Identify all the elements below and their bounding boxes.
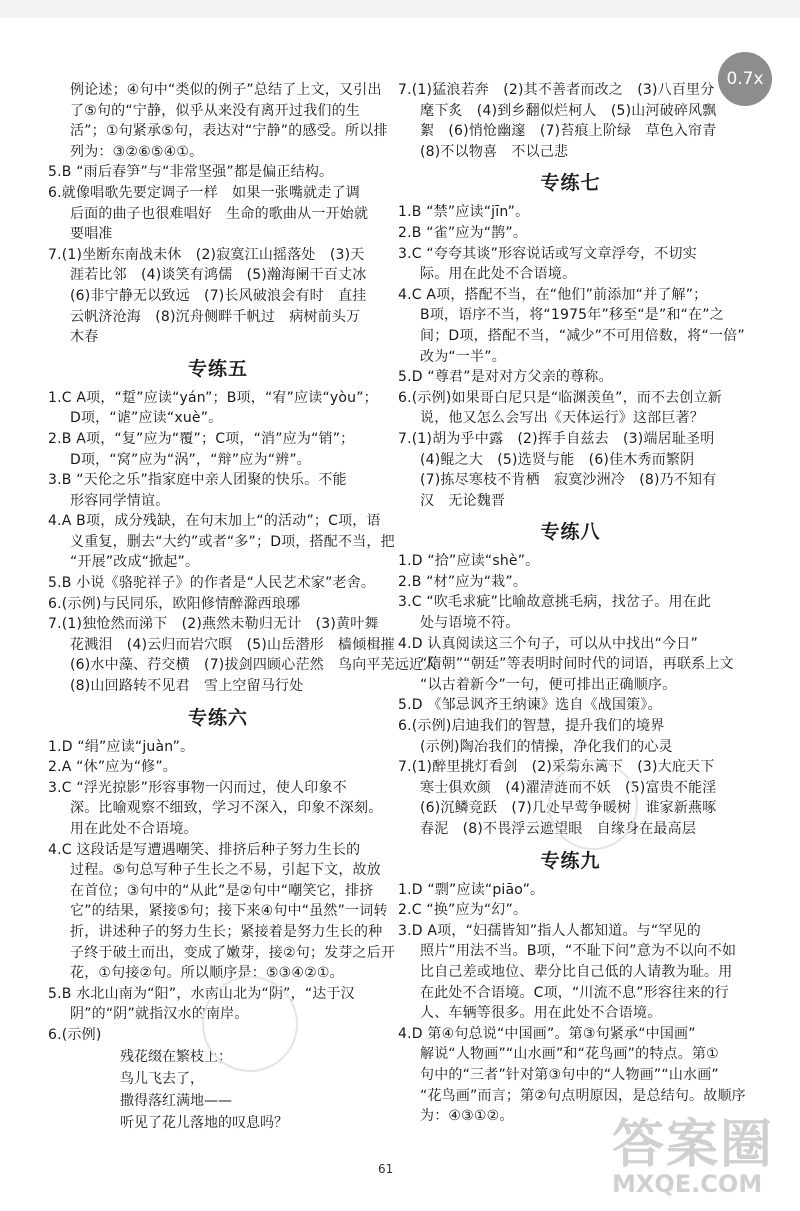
answer-line: (8)山回路转不见君 雪上空留马行处 bbox=[70, 678, 304, 695]
answer-line: 过程。⑤句总写种子生长之不易，引起下文，故放 bbox=[70, 862, 381, 879]
answer-item bbox=[48, 573, 388, 594]
answer-line: 改为“一半”。 bbox=[420, 348, 506, 365]
answer-line: 际。用在此处不合语境。 bbox=[420, 266, 577, 283]
answer-line-first: 1.C A项，“踅”应读“yán”；B项，“宥”应读“yòu”； bbox=[48, 389, 378, 406]
answer-item bbox=[398, 716, 743, 757]
answer-line-first: 2.B “材”应为“栽”。 bbox=[398, 573, 528, 590]
answer-line: (6)非宁静无以致远 (7)长风破浪会有时 直挂 bbox=[70, 287, 367, 304]
answer-line: “以古着新今”一句，便可排出正确顺序。 bbox=[420, 676, 677, 693]
answer-line: 麾下炙 (4)到乡翻似烂柯人 (5)山河破碎风飘 bbox=[420, 102, 717, 119]
answer-line-first: 3.D A项，“妇孺皆知”指人人都知道。与“罕见的 bbox=[398, 922, 701, 939]
answer-line-first: 3.C “吹毛求疵”比喻故意挑毛病，找岔子。用在此 bbox=[398, 594, 712, 611]
answer-line: 处与语境不符。 bbox=[420, 615, 520, 632]
answer-item bbox=[398, 551, 743, 572]
answer-item bbox=[398, 592, 743, 633]
answer-line-first: 2.B “雀”应为“鹊”。 bbox=[398, 224, 528, 241]
answer-line: “开展”改成“掀起”。 bbox=[70, 554, 200, 571]
answer-line: 阴”的“阴”就指汉水的南岸。 bbox=[70, 1006, 249, 1023]
answer-item bbox=[398, 695, 743, 716]
answer-line: (6)水中藻、荇交横 (7)拔剑四顾心茫然 鸟向平芜远近人 bbox=[70, 657, 438, 674]
section-heading-6: 专练六 bbox=[187, 706, 248, 729]
poem-line: 鸟儿飞去了， bbox=[120, 1070, 204, 1087]
answer-line: 义重复，删去“大约”或者“多”；D项，搭配不当，把 bbox=[70, 533, 395, 550]
answer-line: (8)不以物喜 不以己悲 bbox=[420, 143, 569, 160]
answer-item bbox=[48, 162, 388, 183]
answer-line-first: 5.B 小说《骆驼祥子》的作者是“人民艺术家”老舍。 bbox=[48, 575, 376, 592]
answer-line-first: 6.(示例) bbox=[48, 1026, 102, 1043]
intro-text bbox=[48, 80, 388, 162]
poem-line: 残花缀在繁枝上； bbox=[120, 1048, 232, 1065]
answer-line-first: 2.A “休”应为“修”。 bbox=[48, 759, 177, 776]
answer-line: 间；D项，搭配不当，“减少”不可用倍数，将“一倍” bbox=[420, 327, 745, 344]
answer-item bbox=[48, 778, 388, 840]
answer-line: 解说“人物画”“山水画”和“花鸟画”的特点。第① bbox=[420, 1046, 719, 1063]
answer-group bbox=[398, 880, 746, 1127]
answer-line-first: 4.D 第④句总说“中国画”。第③句紧承“中国画” bbox=[398, 1025, 696, 1042]
answer-item bbox=[48, 429, 388, 470]
answer-group bbox=[48, 162, 388, 347]
answer-line-first: 2.C “换”应为“幻”。 bbox=[398, 902, 528, 919]
answer-line: 要唱准 bbox=[70, 226, 113, 243]
answer-line: 活”；①句紧承⑤句，表达对“宁静”的感受。所以排 bbox=[70, 123, 388, 140]
answer-line: “花鸟画”而言；第②句点明原因，是总结句。故顺序 bbox=[420, 1087, 746, 1104]
section-heading-9: 专练九 bbox=[540, 849, 601, 872]
watermark-stamp bbox=[548, 760, 638, 850]
zoom-indicator[interactable]: 0.7x bbox=[718, 52, 772, 106]
page-number: 61 bbox=[378, 1162, 394, 1176]
answer-item bbox=[398, 80, 743, 162]
watermark-site: MXQE.COM bbox=[612, 1170, 763, 1198]
answer-line-first: 1.D “绢”应读“juàn”。 bbox=[48, 738, 195, 755]
answer-item bbox=[398, 202, 743, 223]
answer-line: 了⑤句的“宁静，似乎从来没有离开过我们的生 bbox=[70, 102, 361, 119]
answer-line: 比自己差或地位、辈分比自己低的人请教为耻。用 bbox=[420, 963, 733, 980]
answer-line: (7)拣尽寒枝不肯栖 寂寞沙洲冷 (8)乃不知有 bbox=[420, 472, 717, 489]
answer-line: 说，他又怎么会写出《天体运行》这部巨著？ bbox=[420, 410, 704, 427]
answer-item bbox=[48, 183, 388, 245]
answer-line: 在首位；③句中的“从此”是②句中“嘲笑它，排挤 bbox=[70, 882, 374, 899]
watermark-stamp bbox=[202, 976, 298, 1072]
answer-item bbox=[398, 900, 743, 921]
answer-line: 寒士俱欢颜 (4)濯清涟而不妖 (5)富贵不能淫 bbox=[420, 779, 717, 796]
answer-item bbox=[398, 572, 743, 593]
answer-line-first: 4.D 认真阅读这三个句子，可以从中找出“今日” bbox=[398, 635, 698, 652]
answer-line: D项，“窝”应为“涡”，“辩”应为“辨”。 bbox=[70, 451, 312, 468]
answer-line: 春泥 (8)不畏浮云遮望眼 自缘身在最高层 bbox=[420, 821, 697, 837]
answer-line: (6)沉鳞竞跃 (7)几处早莺争暖树 谁家新燕啄 bbox=[420, 800, 717, 817]
answer-line: 它”的结果，紧接⑤句；接下来④句中“虽然”一词转 bbox=[70, 903, 388, 920]
answer-line-first: 6.就像唱歌先要定调子一样 如果一张嘴就走了调 bbox=[48, 184, 360, 201]
answer-line: 木春 bbox=[70, 329, 99, 346]
left-column bbox=[48, 80, 438, 1134]
answer-line: 例论述；④句中“类似的例子”总结了上文，又引出 bbox=[70, 82, 382, 98]
answer-item bbox=[398, 634, 743, 696]
answer-line: 后面的曲子也很难唱好 生命的歌曲从一开始就 bbox=[70, 205, 369, 222]
answer-page bbox=[0, 18, 800, 1211]
answer-line-first: 4.C 这段话是写遭遇嘲笑、排挤后种子努力生长的 bbox=[48, 841, 361, 858]
answer-line: 花，①句接②句。所以顺序是：⑤③④②①。 bbox=[70, 965, 344, 982]
answer-line: (4)鲲之大 (5)选贤与能 (6)佳木秀而繁阴 bbox=[420, 451, 695, 468]
answer-item bbox=[398, 880, 743, 901]
answer-item bbox=[48, 388, 388, 429]
answer-item bbox=[398, 285, 743, 367]
answer-line: 形容同学情谊。 bbox=[70, 492, 170, 509]
answer-item bbox=[398, 244, 743, 285]
answer-line: 为：④③①②。 bbox=[420, 1108, 514, 1125]
answer-line: 列为：③②⑥⑤④①。 bbox=[70, 143, 204, 160]
answer-line-first: 4.A B项，成分残缺，在句末加上“的活动”；C项，语 bbox=[48, 513, 381, 530]
answer-line-first: 1.D “剽”应读“piāo”。 bbox=[398, 881, 545, 898]
answer-line-first: 5.B “雨后春笋”与“非常坚强”都是偏正结构。 bbox=[48, 164, 334, 181]
answer-line: B项，语序不当，将“1975年”移至“是”和“在”之 bbox=[420, 307, 724, 324]
answer-line: 涯若比邻 (4)谈笑有鸿儒 (5)瀚海阑干百丈冰 bbox=[70, 267, 367, 284]
answer-item bbox=[48, 245, 388, 348]
answer-line: 花溅泪 (4)云归而岩穴暝 (5)山岳潜形 樯倾楫摧 bbox=[70, 636, 395, 653]
answer-line-first: 7.(1)胡为乎中露 (2)挥手自兹去 (3)端居耻圣明 bbox=[398, 430, 715, 447]
answer-line: 人、车辆等很多。用在此处不合语境。 bbox=[420, 1005, 662, 1022]
answer-line: 用在此处不合语境。 bbox=[70, 821, 198, 837]
answer-item bbox=[48, 614, 438, 696]
answer-line-first: 6.(示例)与民同乐，欧阳修情醉滁西琅琊 bbox=[48, 595, 301, 612]
answer-item bbox=[398, 921, 743, 1024]
answer-item bbox=[48, 511, 395, 573]
answer-line-first: 4.C A项，搭配不当，在“他们”前添加“并了解”； bbox=[398, 286, 708, 303]
answer-item bbox=[398, 388, 743, 429]
answer-line-first: 3.B “天伦之乐”指家庭中亲人团聚的快乐。不能 bbox=[48, 472, 347, 489]
answer-line: 汉 无论魏晋 bbox=[420, 492, 506, 509]
answer-group bbox=[48, 388, 438, 697]
answer-line-first: 6.(示例)如果哥白尼只是“临渊羡鱼”，而不去创立新 bbox=[398, 389, 722, 406]
answer-item bbox=[48, 840, 396, 984]
answer-line-first: 3.C “浮光掠影”形容事物一闪而过，使人印象不 bbox=[48, 779, 347, 796]
answer-line: 絮 (6)悄怆幽邃 (7)苔痕上阶绿 草色入帘青 bbox=[420, 123, 717, 140]
answer-line-first: 7.(1)猛浪若奔 (2)其不善者而改之 (3)八百里分 bbox=[398, 82, 715, 98]
answer-line-first: 7.(1)独怆然而涕下 (2)燕然未勒归无计 (3)黄叶舞 bbox=[48, 616, 379, 633]
answer-line: 句中的“三者”针对第③句中的“人物画”“山水画” bbox=[420, 1066, 719, 1083]
answer-line-first: 2.B A项，“复”应为“覆”；C项，“消”应为“销”； bbox=[48, 430, 355, 447]
answer-line: D项，“谑”应读“xuè”。 bbox=[70, 410, 223, 427]
answer-line-first: 7.(1)坐断东南战未休 (2)寂寞江山摇落处 (3)天 bbox=[48, 246, 365, 263]
answer-line: 在此处不合语境。C项，“川流不息”形容往来的行 bbox=[420, 984, 729, 1001]
answer-line-first: 5.B 水北山南为“阳”，水南山北为“阴”，“达于汉 bbox=[48, 985, 355, 1002]
answer-line: 折，讲述种子的努力生长；紧接着是努力生长的种 bbox=[70, 923, 383, 940]
answer-line-first: 7.(1)醉里挑灯看剑 (2)采菊东篱下 (3)大庇天下 bbox=[398, 759, 715, 776]
answer-item bbox=[48, 594, 388, 615]
section-heading-5: 专练五 bbox=[187, 357, 248, 380]
answer-item bbox=[398, 223, 743, 244]
answer-line-first: 5.D “尊君”是对对方父亲的尊称。 bbox=[398, 369, 613, 386]
section-heading-8: 专练八 bbox=[540, 521, 601, 544]
right-column bbox=[398, 80, 746, 1127]
answer-line-first: 6.(示例)启迪我们的智慧，提升我们的境界 bbox=[398, 718, 665, 735]
answer-item bbox=[398, 429, 743, 511]
answer-item bbox=[48, 470, 388, 511]
answer-line: 云帆济沧海 (8)沉舟侧畔千帆过 病树前头万 bbox=[70, 308, 361, 325]
answer-line: 子终于破土而出，变成了嫩芽，接②句；发芽之后开 bbox=[70, 944, 396, 961]
answer-line-first: 5.D 《邹忌讽齐王纳谏》选自《战国策》。 bbox=[398, 697, 662, 714]
answer-item bbox=[48, 737, 388, 758]
answer-group bbox=[398, 80, 743, 162]
answer-line-first: 1.D “拾”应读“shè”。 bbox=[398, 553, 540, 570]
answer-line: 深。比喻观察不细致，学习不深入，印象不深刻。 bbox=[70, 800, 383, 817]
answer-group bbox=[398, 202, 743, 511]
answer-item bbox=[398, 367, 743, 388]
answer-line-first: 3.C “夸夸其谈”形容说话或写文章浮夸，不切实 bbox=[398, 245, 697, 262]
answer-line: (示例)陶冶我们的情操，净化我们的心灵 bbox=[420, 738, 673, 755]
answer-line-first: 1.B “禁”应读“jīn”。 bbox=[398, 204, 530, 221]
poem-line: 撒得落红满地—— bbox=[120, 1092, 232, 1109]
section-heading-7: 专练七 bbox=[540, 172, 601, 195]
answer-line: 照片”用法不当。B项，“不耻下问”意为不以向不如 bbox=[420, 943, 737, 960]
answer-line: “隋朝”“朝廷”等表明时间时代的词语，再联系上文 bbox=[420, 656, 734, 673]
watermark-logo: 答案圈 bbox=[612, 1115, 775, 1175]
poem-line: 听见了花儿落地的叹息吗？ bbox=[120, 1114, 288, 1131]
answer-item bbox=[48, 757, 388, 778]
